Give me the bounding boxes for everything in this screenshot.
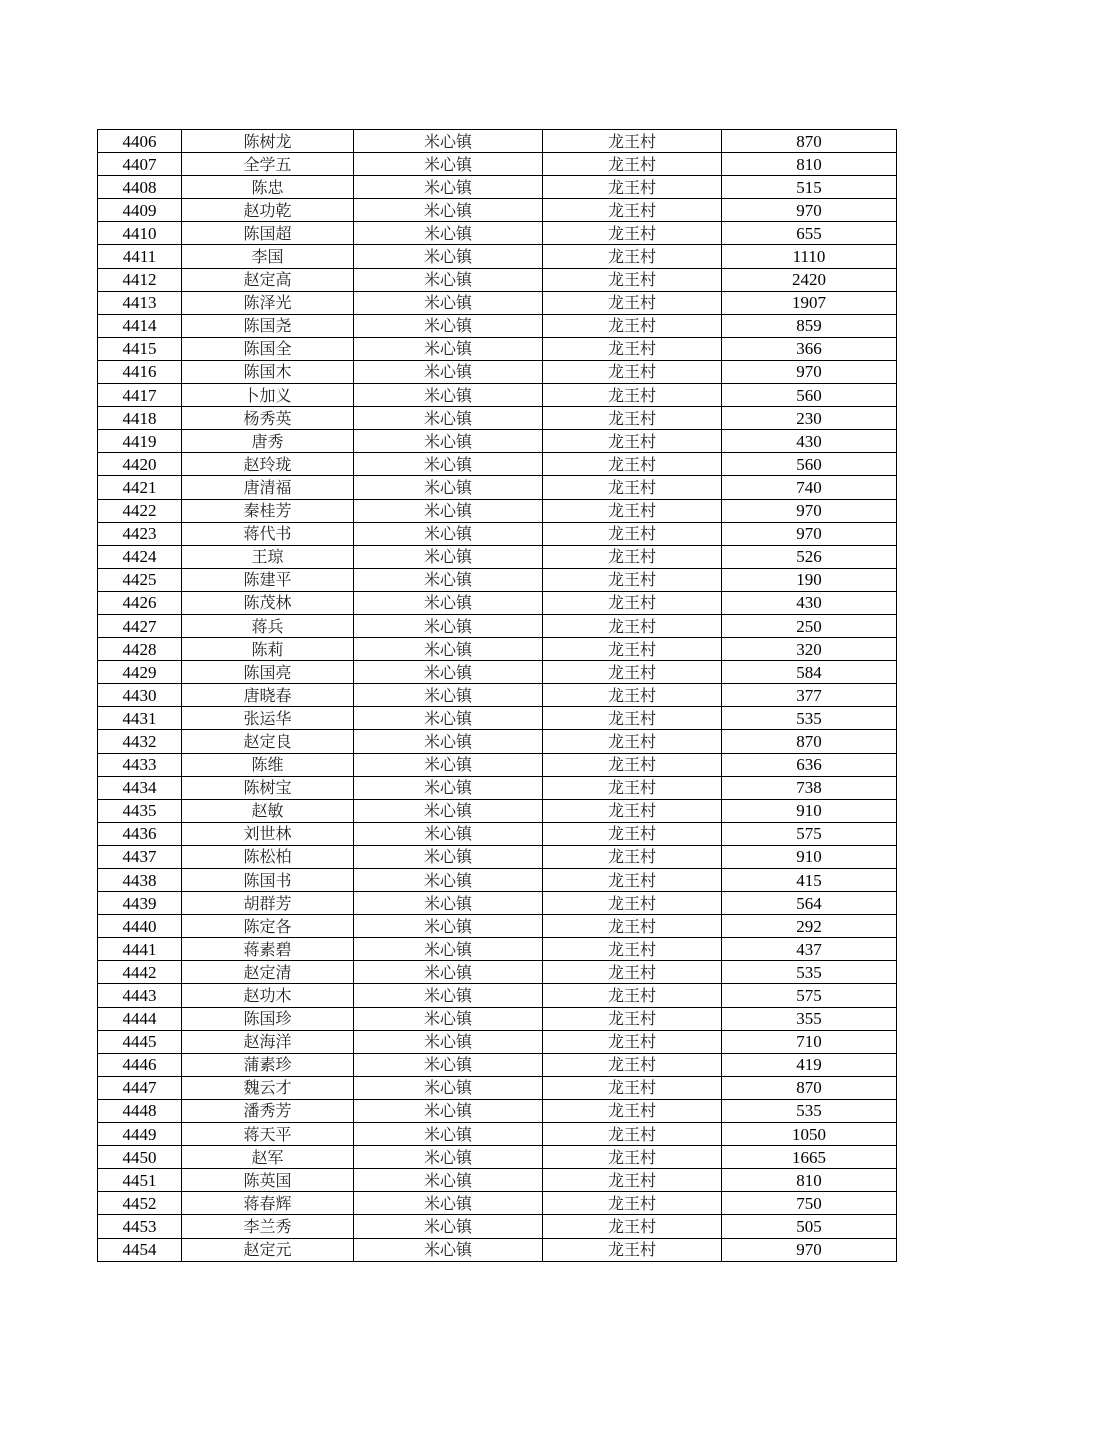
- cell-village: 龙王村: [543, 730, 722, 753]
- table-row: [98, 268, 897, 291]
- cell-village: 龙王村: [543, 1076, 722, 1099]
- table-row: [98, 291, 897, 314]
- cell-village: 龙王村: [543, 822, 722, 845]
- cell-amount: 810: [722, 1169, 897, 1192]
- cell-town: 米心镇: [354, 684, 543, 707]
- table-row: [98, 915, 897, 938]
- cell-id: 4424: [98, 545, 182, 568]
- cell-town: 米心镇: [354, 476, 543, 499]
- cell-town: 米心镇: [354, 568, 543, 591]
- cell-village: 龙王村: [543, 407, 722, 430]
- cell-town: 米心镇: [354, 314, 543, 337]
- cell-name: 陈建平: [182, 568, 354, 591]
- cell-id: 4428: [98, 638, 182, 661]
- cell-name: 陈定各: [182, 915, 354, 938]
- cell-town: 米心镇: [354, 614, 543, 637]
- cell-name: 蒋兵: [182, 614, 354, 637]
- cell-amount: 564: [722, 892, 897, 915]
- cell-name: 陈国全: [182, 337, 354, 360]
- cell-id: 4437: [98, 845, 182, 868]
- cell-town: 米心镇: [354, 961, 543, 984]
- cell-id: 4412: [98, 268, 182, 291]
- cell-amount: 377: [722, 684, 897, 707]
- table-row: [98, 845, 897, 868]
- cell-town: 米心镇: [354, 360, 543, 383]
- cell-amount: 535: [722, 707, 897, 730]
- cell-amount: 560: [722, 384, 897, 407]
- cell-id: 4430: [98, 684, 182, 707]
- cell-village: 龙王村: [543, 1123, 722, 1146]
- cell-name: 赵玲珑: [182, 453, 354, 476]
- cell-name: 赵定良: [182, 730, 354, 753]
- cell-town: 米心镇: [354, 1053, 543, 1076]
- cell-id: 4435: [98, 799, 182, 822]
- cell-amount: 320: [722, 638, 897, 661]
- cell-id: 4416: [98, 360, 182, 383]
- cell-town: 米心镇: [354, 384, 543, 407]
- cell-id: 4420: [98, 453, 182, 476]
- cell-id: 4421: [98, 476, 182, 499]
- table-row: [98, 384, 897, 407]
- cell-id: 4440: [98, 915, 182, 938]
- table-row: [98, 568, 897, 591]
- cell-name: 潘秀芳: [182, 1099, 354, 1122]
- cell-town: 米心镇: [354, 638, 543, 661]
- table-row: [98, 522, 897, 545]
- cell-town: 米心镇: [354, 845, 543, 868]
- cell-village: 龙王村: [543, 1099, 722, 1122]
- cell-amount: 1665: [722, 1146, 897, 1169]
- table-row: [98, 476, 897, 499]
- cell-id: 4431: [98, 707, 182, 730]
- cell-town: 米心镇: [354, 453, 543, 476]
- cell-id: 4446: [98, 1053, 182, 1076]
- cell-town: 米心镇: [354, 822, 543, 845]
- cell-amount: 655: [722, 222, 897, 245]
- cell-amount: 970: [722, 499, 897, 522]
- cell-town: 米心镇: [354, 291, 543, 314]
- cell-town: 米心镇: [354, 869, 543, 892]
- cell-village: 龙王村: [543, 1169, 722, 1192]
- cell-name: 蒋代书: [182, 522, 354, 545]
- cell-name: 陈泽光: [182, 291, 354, 314]
- table-row: [98, 1192, 897, 1215]
- cell-village: 龙王村: [543, 545, 722, 568]
- cell-village: 龙王村: [543, 961, 722, 984]
- cell-village: 龙王村: [543, 638, 722, 661]
- table-row: [98, 1146, 897, 1169]
- cell-town: 米心镇: [354, 730, 543, 753]
- cell-name: 李国: [182, 245, 354, 268]
- table-row: [98, 360, 897, 383]
- cell-amount: 870: [722, 730, 897, 753]
- cell-amount: 190: [722, 568, 897, 591]
- cell-id: 4434: [98, 776, 182, 799]
- cell-town: 米心镇: [354, 1146, 543, 1169]
- cell-town: 米心镇: [354, 430, 543, 453]
- table-row: [98, 1053, 897, 1076]
- table-row: [98, 407, 897, 430]
- cell-town: 米心镇: [354, 776, 543, 799]
- cell-name: 唐晓春: [182, 684, 354, 707]
- cell-name: 蒋天平: [182, 1123, 354, 1146]
- cell-id: 4453: [98, 1215, 182, 1238]
- cell-town: 米心镇: [354, 199, 543, 222]
- cell-name: 魏云才: [182, 1076, 354, 1099]
- cell-town: 米心镇: [354, 707, 543, 730]
- cell-id: 4450: [98, 1146, 182, 1169]
- cell-amount: 1110: [722, 245, 897, 268]
- cell-village: 龙王村: [543, 1146, 722, 1169]
- cell-id: 4449: [98, 1123, 182, 1146]
- cell-id: 4444: [98, 1007, 182, 1030]
- table-row: [98, 661, 897, 684]
- cell-amount: 910: [722, 799, 897, 822]
- table-row: [98, 684, 897, 707]
- cell-village: 龙王村: [543, 915, 722, 938]
- cell-amount: 505: [722, 1215, 897, 1238]
- cell-amount: 1050: [722, 1123, 897, 1146]
- cell-town: 米心镇: [354, 984, 543, 1007]
- cell-village: 龙王村: [543, 453, 722, 476]
- cell-town: 米心镇: [354, 245, 543, 268]
- cell-town: 米心镇: [354, 153, 543, 176]
- cell-amount: 810: [722, 153, 897, 176]
- table-row: [98, 453, 897, 476]
- cell-name: 陈国超: [182, 222, 354, 245]
- cell-id: 4438: [98, 869, 182, 892]
- table-row: [98, 753, 897, 776]
- cell-id: 4439: [98, 892, 182, 915]
- cell-village: 龙王村: [543, 1215, 722, 1238]
- cell-town: 米心镇: [354, 1192, 543, 1215]
- cell-name: 陈松柏: [182, 845, 354, 868]
- table-row: [98, 869, 897, 892]
- cell-town: 米心镇: [354, 1007, 543, 1030]
- cell-village: 龙王村: [543, 892, 722, 915]
- cell-amount: 355: [722, 1007, 897, 1030]
- cell-name: 赵军: [182, 1146, 354, 1169]
- cell-id: 4415: [98, 337, 182, 360]
- table-row: [98, 430, 897, 453]
- cell-amount: 535: [722, 1099, 897, 1122]
- cell-amount: 430: [722, 591, 897, 614]
- cell-amount: 738: [722, 776, 897, 799]
- cell-name: 陈英国: [182, 1169, 354, 1192]
- table-body: [98, 130, 897, 1262]
- cell-name: 赵敏: [182, 799, 354, 822]
- table-row: [98, 938, 897, 961]
- cell-amount: 415: [722, 869, 897, 892]
- cell-amount: 740: [722, 476, 897, 499]
- cell-id: 4445: [98, 1030, 182, 1053]
- cell-name: 陈树龙: [182, 130, 354, 153]
- cell-town: 米心镇: [354, 1076, 543, 1099]
- table-row: [98, 1099, 897, 1122]
- cell-village: 龙王村: [543, 430, 722, 453]
- cell-id: 4408: [98, 176, 182, 199]
- cell-id: 4419: [98, 430, 182, 453]
- cell-name: 陈国尧: [182, 314, 354, 337]
- cell-village: 龙王村: [543, 707, 722, 730]
- cell-town: 米心镇: [354, 337, 543, 360]
- cell-town: 米心镇: [354, 522, 543, 545]
- cell-amount: 437: [722, 938, 897, 961]
- table-row: [98, 545, 897, 568]
- cell-village: 龙王村: [543, 268, 722, 291]
- cell-amount: 859: [722, 314, 897, 337]
- table-row: [98, 776, 897, 799]
- table-row: [98, 1030, 897, 1053]
- cell-town: 米心镇: [354, 176, 543, 199]
- cell-id: 4452: [98, 1192, 182, 1215]
- table-row: [98, 961, 897, 984]
- table-row: [98, 1007, 897, 1030]
- cell-name: 陈国木: [182, 360, 354, 383]
- table-row: [98, 499, 897, 522]
- cell-name: 李兰秀: [182, 1215, 354, 1238]
- cell-name: 全学五: [182, 153, 354, 176]
- cell-name: 陈国书: [182, 869, 354, 892]
- cell-name: 杨秀英: [182, 407, 354, 430]
- cell-town: 米心镇: [354, 799, 543, 822]
- cell-town: 米心镇: [354, 661, 543, 684]
- cell-amount: 970: [722, 360, 897, 383]
- cell-village: 龙王村: [543, 499, 722, 522]
- cell-town: 米心镇: [354, 130, 543, 153]
- cell-id: 4414: [98, 314, 182, 337]
- cell-id: 4411: [98, 245, 182, 268]
- cell-village: 龙王村: [543, 199, 722, 222]
- cell-village: 龙王村: [543, 222, 722, 245]
- cell-name: 胡群芳: [182, 892, 354, 915]
- cell-id: 4436: [98, 822, 182, 845]
- table-row: [98, 1238, 897, 1261]
- cell-id: 4417: [98, 384, 182, 407]
- cell-village: 龙王村: [543, 984, 722, 1007]
- cell-village: 龙王村: [543, 1007, 722, 1030]
- cell-name: 陈茂林: [182, 591, 354, 614]
- cell-town: 米心镇: [354, 753, 543, 776]
- cell-amount: 636: [722, 753, 897, 776]
- cell-id: 4442: [98, 961, 182, 984]
- cell-name: 陈忠: [182, 176, 354, 199]
- table-row: [98, 707, 897, 730]
- cell-town: 米心镇: [354, 591, 543, 614]
- cell-amount: 515: [722, 176, 897, 199]
- cell-id: 4422: [98, 499, 182, 522]
- records-table-container: [97, 129, 897, 1262]
- cell-amount: 419: [722, 1053, 897, 1076]
- cell-name: 卜加义: [182, 384, 354, 407]
- cell-village: 龙王村: [543, 591, 722, 614]
- cell-village: 龙王村: [543, 153, 722, 176]
- cell-town: 米心镇: [354, 1215, 543, 1238]
- cell-village: 龙王村: [543, 1192, 722, 1215]
- cell-id: 4454: [98, 1238, 182, 1261]
- cell-amount: 970: [722, 199, 897, 222]
- cell-village: 龙王村: [543, 684, 722, 707]
- cell-amount: 575: [722, 984, 897, 1007]
- cell-id: 4448: [98, 1099, 182, 1122]
- table-row: [98, 245, 897, 268]
- cell-id: 4410: [98, 222, 182, 245]
- cell-name: 张运华: [182, 707, 354, 730]
- table-row: [98, 799, 897, 822]
- cell-id: 4451: [98, 1169, 182, 1192]
- cell-amount: 970: [722, 1238, 897, 1261]
- cell-town: 米心镇: [354, 1238, 543, 1261]
- cell-village: 龙王村: [543, 384, 722, 407]
- cell-id: 4432: [98, 730, 182, 753]
- table-row: [98, 591, 897, 614]
- table-row: [98, 222, 897, 245]
- cell-town: 米心镇: [354, 1123, 543, 1146]
- cell-id: 4413: [98, 291, 182, 314]
- cell-id: 4407: [98, 153, 182, 176]
- cell-town: 米心镇: [354, 892, 543, 915]
- cell-amount: 526: [722, 545, 897, 568]
- cell-amount: 870: [722, 1076, 897, 1099]
- cell-town: 米心镇: [354, 499, 543, 522]
- cell-amount: 710: [722, 1030, 897, 1053]
- cell-village: 龙王村: [543, 799, 722, 822]
- cell-name: 陈维: [182, 753, 354, 776]
- cell-village: 龙王村: [543, 776, 722, 799]
- cell-town: 米心镇: [354, 938, 543, 961]
- table-row: [98, 1076, 897, 1099]
- cell-id: 4447: [98, 1076, 182, 1099]
- table-row: [98, 1215, 897, 1238]
- table-row: [98, 614, 897, 637]
- cell-name: 赵定高: [182, 268, 354, 291]
- cell-id: 4409: [98, 199, 182, 222]
- cell-name: 赵定元: [182, 1238, 354, 1261]
- cell-name: 秦桂芳: [182, 499, 354, 522]
- cell-name: 王琼: [182, 545, 354, 568]
- cell-id: 4429: [98, 661, 182, 684]
- cell-village: 龙王村: [543, 568, 722, 591]
- cell-amount: 535: [722, 961, 897, 984]
- cell-village: 龙王村: [543, 245, 722, 268]
- cell-name: 赵定清: [182, 961, 354, 984]
- cell-id: 4427: [98, 614, 182, 637]
- cell-amount: 292: [722, 915, 897, 938]
- cell-town: 米心镇: [354, 268, 543, 291]
- cell-id: 4426: [98, 591, 182, 614]
- cell-name: 陈国亮: [182, 661, 354, 684]
- cell-village: 龙王村: [543, 522, 722, 545]
- cell-amount: 870: [722, 130, 897, 153]
- cell-amount: 250: [722, 614, 897, 637]
- cell-id: 4433: [98, 753, 182, 776]
- records-table: [97, 129, 897, 1262]
- cell-amount: 560: [722, 453, 897, 476]
- cell-amount: 430: [722, 430, 897, 453]
- cell-village: 龙王村: [543, 314, 722, 337]
- cell-village: 龙王村: [543, 1030, 722, 1053]
- table-row: [98, 153, 897, 176]
- cell-town: 米心镇: [354, 1099, 543, 1122]
- cell-village: 龙王村: [543, 753, 722, 776]
- cell-town: 米心镇: [354, 407, 543, 430]
- cell-id: 4441: [98, 938, 182, 961]
- cell-village: 龙王村: [543, 360, 722, 383]
- cell-village: 龙王村: [543, 337, 722, 360]
- cell-village: 龙王村: [543, 176, 722, 199]
- cell-amount: 2420: [722, 268, 897, 291]
- cell-town: 米心镇: [354, 1030, 543, 1053]
- cell-name: 陈国珍: [182, 1007, 354, 1030]
- cell-name: 赵功木: [182, 984, 354, 1007]
- cell-id: 4443: [98, 984, 182, 1007]
- cell-amount: 584: [722, 661, 897, 684]
- cell-name: 赵海洋: [182, 1030, 354, 1053]
- table-row: [98, 638, 897, 661]
- cell-village: 龙王村: [543, 1053, 722, 1076]
- cell-name: 蒋素碧: [182, 938, 354, 961]
- table-row: [98, 199, 897, 222]
- table-row: [98, 130, 897, 153]
- cell-name: 赵功乾: [182, 199, 354, 222]
- cell-amount: 910: [722, 845, 897, 868]
- table-row: [98, 1123, 897, 1146]
- cell-amount: 230: [722, 407, 897, 430]
- cell-amount: 366: [722, 337, 897, 360]
- table-row: [98, 730, 897, 753]
- table-row: [98, 984, 897, 1007]
- cell-id: 4418: [98, 407, 182, 430]
- cell-id: 4425: [98, 568, 182, 591]
- cell-village: 龙王村: [543, 476, 722, 499]
- cell-village: 龙王村: [543, 845, 722, 868]
- table-row: [98, 176, 897, 199]
- cell-name: 刘世林: [182, 822, 354, 845]
- table-row: [98, 314, 897, 337]
- cell-town: 米心镇: [354, 915, 543, 938]
- cell-village: 龙王村: [543, 1238, 722, 1261]
- cell-name: 蒲素珍: [182, 1053, 354, 1076]
- cell-village: 龙王村: [543, 869, 722, 892]
- cell-amount: 750: [722, 1192, 897, 1215]
- table-row: [98, 1169, 897, 1192]
- cell-name: 唐清福: [182, 476, 354, 499]
- cell-town: 米心镇: [354, 1169, 543, 1192]
- cell-name: 陈莉: [182, 638, 354, 661]
- cell-name: 陈树宝: [182, 776, 354, 799]
- cell-amount: 575: [722, 822, 897, 845]
- cell-amount: 1907: [722, 291, 897, 314]
- cell-id: 4423: [98, 522, 182, 545]
- table-row: [98, 337, 897, 360]
- cell-town: 米心镇: [354, 545, 543, 568]
- cell-amount: 970: [722, 522, 897, 545]
- table-row: [98, 822, 897, 845]
- cell-village: 龙王村: [543, 661, 722, 684]
- cell-name: 蒋春辉: [182, 1192, 354, 1215]
- cell-name: 唐秀: [182, 430, 354, 453]
- table-row: [98, 892, 897, 915]
- cell-village: 龙王村: [543, 291, 722, 314]
- cell-village: 龙王村: [543, 614, 722, 637]
- cell-village: 龙王村: [543, 938, 722, 961]
- cell-village: 龙王村: [543, 130, 722, 153]
- cell-id: 4406: [98, 130, 182, 153]
- cell-town: 米心镇: [354, 222, 543, 245]
